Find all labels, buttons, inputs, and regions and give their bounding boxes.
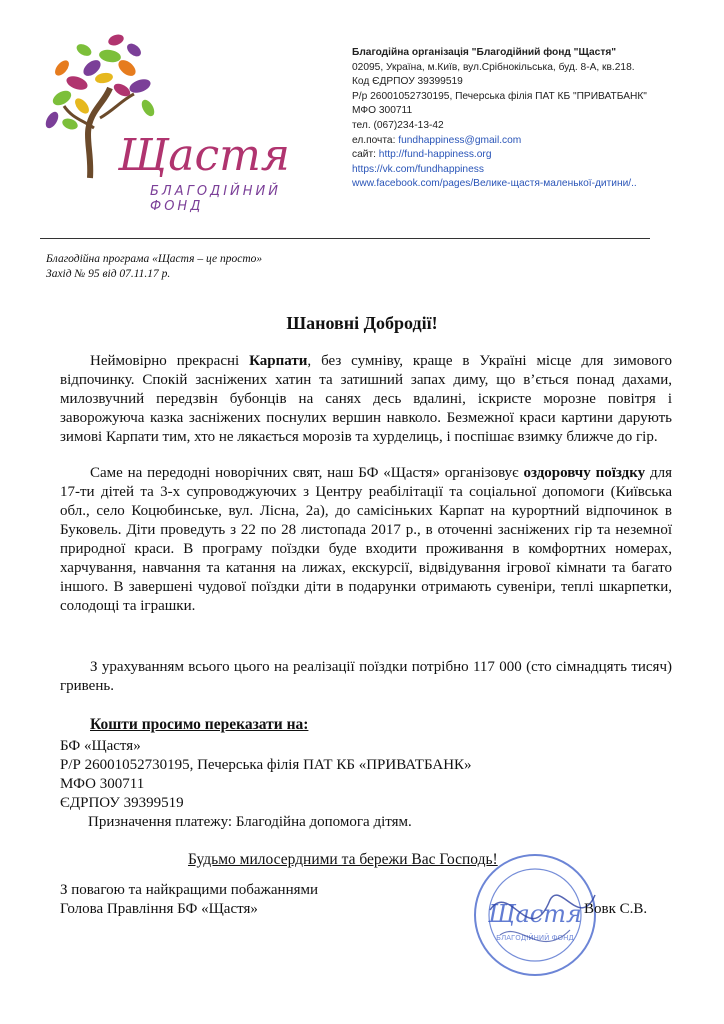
org-account: Р/р 26001052730195, Печерська філія ПАТ КБ "ПРИВАТБАНК" bbox=[352, 90, 647, 102]
vk-link[interactable]: https://vk.com/fundhappiness bbox=[352, 163, 484, 175]
org-mfo: МФО 300711 bbox=[352, 105, 413, 117]
signer-name: Вовк С.В. bbox=[584, 901, 648, 917]
p2-text-start: Саме на передодні новорічних свят, наш БФ «Щастя» організовує bbox=[90, 465, 524, 481]
logo-name: Щастя bbox=[118, 130, 290, 181]
email-link[interactable]: fundhappiness@gmail.com bbox=[398, 134, 522, 146]
svg-text:Щастя: Щастя bbox=[488, 900, 582, 928]
site-link[interactable]: http://fund-happiness.org bbox=[378, 149, 492, 161]
letter-greeting: Шановні Добродії! bbox=[286, 313, 438, 333]
event-number: Захід № 95 від 07.11.17 р. bbox=[46, 268, 171, 280]
p1-text-end: , без сумніву, краще в Україні місце для зимового відпочинку. Спокій засніжених хатин та затишний запах диму, що в’ється понад дахами, милозвучний передзвін бубонців на санях десь вдалині, іскристе морозне повітря і заворожуюча казка засніжених поснулих вершин навколо. Безмежної краси картини дарують зимові Карпати тим, хто не лякається морозів та хурделиць, і поспішає взимку ближче до гір. bbox=[60, 353, 672, 445]
closing-motto: Будьмо милосердними та бережи Вас Господь! bbox=[188, 851, 498, 868]
payment-title: Кошти просимо переказати на: bbox=[90, 716, 309, 733]
payment-edrpou: ЄДРПОУ 39399519 bbox=[60, 795, 184, 811]
org-site-row bbox=[352, 148, 712, 163]
p2-bold: оздоровчу поїздку bbox=[523, 465, 646, 481]
svg-text:БЛАГОДІЙНИЙ ФОНД: БЛАГОДІЙНИЙ ФОНД bbox=[496, 934, 574, 942]
program-name: Благодійна програма «Щастя – це просто» bbox=[46, 253, 263, 265]
payment-mfo: МФО 300711 bbox=[60, 776, 145, 792]
org-edrpou: Код ЄДРПОУ 39399519 bbox=[352, 76, 463, 88]
site-label: сайт: bbox=[352, 149, 379, 161]
p2-text-end: для 17-ти дітей та 3-х супроводжуючих з Центру реабілітації та соціальної допомоги (Київська обл., село Коцюбинське, вул. Лісна, 2а), до самісіньких Карпат на курортний відпочинок в Буковель. Діти проведуть з 22 по 28 листопада 2017 р., в оточенні засніжених гір та неземної природної краси. В програму поїздки буде входити проживання в комфортних номерах, харчування, навчання та катання на лижах, екскурсії, відвідування ігрової кімнати та багато іншого. В завершені чудової поїздки діти в подарунки отримають сувеніри, теплі шкарпетки, солодощі та іграшки. bbox=[60, 465, 673, 614]
signer-title: Голова Правління БФ «Щастя» bbox=[60, 901, 258, 917]
logo-subtitle: БЛАГОДІЙНИЙ ФОНД bbox=[150, 184, 282, 214]
org-name: Благодійна організація "Благодійний фонд "Щастя" bbox=[352, 47, 617, 58]
p3-text: З урахуванням всього цього на реалізації поїздки потрібно 117 000 (сто сімнадцять тисяч) гривень. bbox=[60, 659, 672, 694]
p1-text-start: Неймовірно прекрасні bbox=[90, 353, 250, 369]
foundation-logo bbox=[22, 28, 322, 218]
org-email-row bbox=[352, 134, 712, 149]
paragraph-carpathians bbox=[60, 352, 672, 447]
closing-regards: З повагою та найкращими побажаннями bbox=[60, 882, 319, 898]
program-info bbox=[46, 252, 262, 282]
contact-block bbox=[352, 46, 712, 192]
header-divider bbox=[40, 238, 650, 239]
facebook-link[interactable]: www.facebook.com/pages/Велике-щастя-маленької-дитини/.. bbox=[352, 178, 637, 190]
payment-recipient: БФ «Щастя» bbox=[60, 738, 141, 754]
paragraph-trip bbox=[60, 464, 672, 616]
org-address: 02095, Україна, м.Київ, вул.Срібнокільська, буд. 8-А, кв.218. bbox=[352, 61, 635, 73]
email-label: ел.почта: bbox=[352, 134, 399, 146]
paragraph-cost bbox=[60, 658, 672, 696]
org-phone: тел. (067)234-13-42 bbox=[352, 119, 444, 131]
payment-purpose: Призначення платежу: Благодійна допомога дітям. bbox=[88, 814, 412, 830]
p1-bold: Карпати bbox=[249, 353, 308, 369]
payment-account: Р/Р 26001052730195, Печерська філія ПАТ КБ «ПРИВАТБАНК» bbox=[60, 757, 472, 773]
